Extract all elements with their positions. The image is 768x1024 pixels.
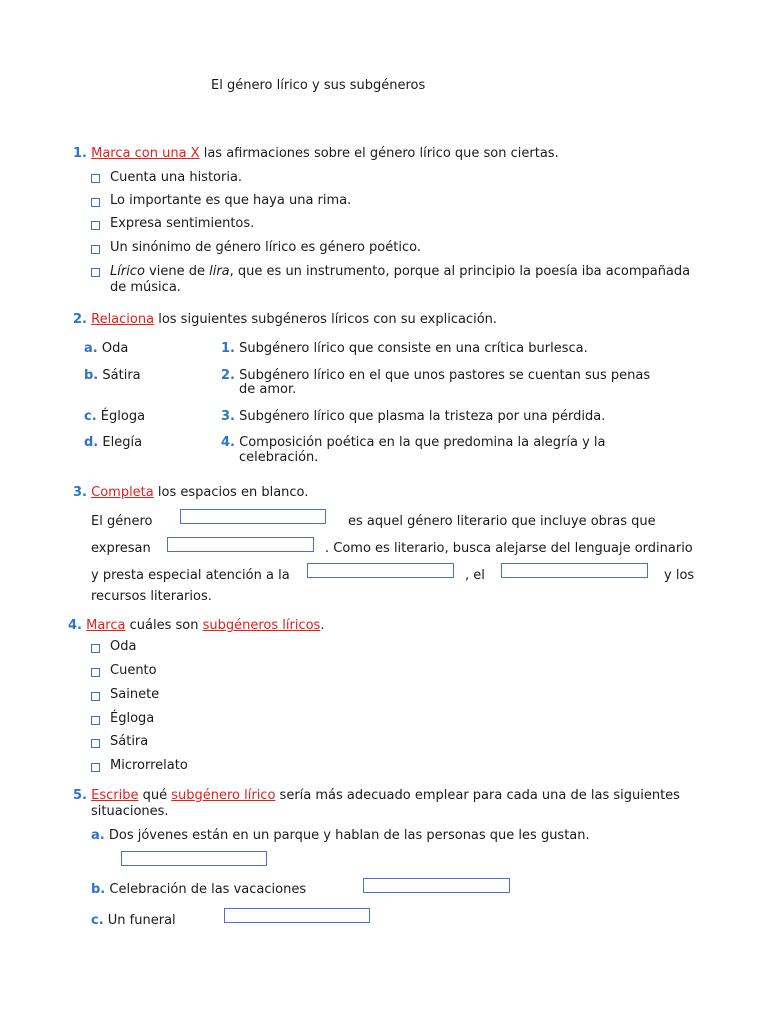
option-label: Oda: [110, 639, 137, 654]
item-number: 1.: [221, 341, 235, 356]
fill-text: es aquel género literario que incluye obras que: [348, 514, 656, 529]
question-number: 1.: [73, 146, 87, 161]
question-text: qué: [138, 788, 172, 803]
question-number: 4.: [68, 618, 82, 633]
question-3-prompt: [73, 485, 308, 501]
option-label: [110, 264, 690, 280]
checkbox-option-4[interactable]: [91, 245, 100, 254]
italic-word: lira: [209, 264, 230, 279]
fill-text: y los: [664, 568, 695, 583]
item-text: Oda: [101, 341, 129, 356]
situation-item: [91, 913, 176, 929]
question-text: .: [320, 618, 325, 633]
item-letter: a.: [91, 828, 105, 843]
item-letter: b.: [84, 368, 99, 383]
option-label: Microrrelato: [110, 758, 188, 773]
question-5-prompt: [73, 788, 680, 804]
item-text: Un funeral: [107, 913, 176, 928]
fill-text: , el: [465, 568, 485, 583]
match-left-item[interactable]: [84, 435, 142, 451]
page-title: El género lírico y sus subgéneros: [211, 78, 426, 93]
instruction-verb: Completa: [91, 485, 154, 500]
option-text: viene de: [144, 264, 210, 279]
question-text: cuáles son: [125, 618, 203, 633]
question-number: 3.: [73, 485, 87, 500]
checkbox-egloga[interactable]: [91, 716, 100, 725]
key-term: subgéneros líricos: [202, 618, 321, 633]
item-letter: c.: [91, 913, 104, 928]
match-right-item[interactable]: [221, 409, 605, 425]
item-letter: c.: [84, 409, 97, 424]
item-text: Elegía: [102, 435, 143, 450]
instruction-verb: Escribe: [91, 788, 139, 803]
checkbox-option-1[interactable]: [91, 174, 100, 183]
fill-text: recursos literarios.: [91, 589, 212, 604]
checkbox-option-5[interactable]: [91, 268, 100, 277]
fill-text: y presta especial atención a la: [91, 568, 290, 583]
item-number: 3.: [221, 409, 235, 424]
question-2-prompt: [73, 312, 497, 328]
checkbox-option-2[interactable]: [91, 198, 100, 207]
instruction-verb: Marca: [86, 618, 126, 633]
question-text: los espacios en blanco.: [153, 485, 309, 500]
match-left-item[interactable]: [84, 341, 128, 357]
option-label: Lo importante es que haya una rima.: [110, 193, 352, 208]
question-text: los siguientes subgéneros líricos con su explicación.: [154, 312, 498, 327]
question-4-prompt: [68, 618, 324, 634]
question-number: 2.: [73, 312, 87, 327]
instruction-verb: Marca con una X: [91, 146, 200, 161]
match-right-item[interactable]: [221, 435, 605, 451]
option-label: Cuenta una historia.: [110, 170, 243, 185]
blank-field-3[interactable]: [307, 563, 454, 578]
question-text: las afirmaciones sobre el género lírico que son ciertas.: [199, 146, 559, 161]
option-label: Un sinónimo de género lírico es género poético.: [110, 240, 421, 255]
key-term: subgénero lírico: [171, 788, 276, 803]
option-label: Sátira: [110, 734, 149, 749]
fill-text: expresan: [91, 541, 151, 556]
item-text-continued: celebración.: [239, 450, 319, 465]
question-number: 5.: [73, 788, 87, 803]
item-text: Dos jóvenes están en un parque y hablan de las personas que les gustan.: [108, 828, 590, 843]
item-letter: d.: [84, 435, 99, 450]
question-text: sería más adecuado emplear para cada una de las siguientes: [275, 788, 680, 803]
situation-item: [91, 828, 590, 844]
item-number: 2.: [221, 368, 235, 383]
item-text: Égloga: [100, 409, 146, 424]
match-left-item[interactable]: [84, 368, 141, 384]
question-text-continued: situaciones.: [91, 804, 169, 819]
blank-field-2[interactable]: [167, 537, 314, 552]
checkbox-sainete[interactable]: [91, 692, 100, 701]
question-1-prompt: [73, 146, 559, 162]
checkbox-option-3[interactable]: [91, 221, 100, 230]
item-text: Subgénero lírico en el que unos pastores se cuentan sus penas: [239, 368, 651, 383]
fill-text: . Como es literario, busca alejarse del lenguaje ordinario: [325, 541, 693, 556]
checkbox-cuento[interactable]: [91, 668, 100, 677]
item-text: Subgénero lírico que consiste en una crítica burlesca.: [239, 341, 588, 356]
answer-field-a[interactable]: [121, 851, 267, 866]
instruction-verb: Relaciona: [91, 312, 155, 327]
answer-field-c[interactable]: [224, 908, 370, 923]
blank-field-1[interactable]: [180, 509, 326, 524]
option-label: Égloga: [110, 711, 155, 726]
option-label: Cuento: [110, 663, 157, 678]
fill-text: El género: [91, 514, 153, 529]
situation-item: [91, 882, 306, 898]
item-text: Composición poética en la que predomina la alegría y la: [239, 435, 606, 450]
item-text: Subgénero lírico que plasma la tristeza por una pérdida.: [239, 409, 606, 424]
option-text: , que es un instrumento, porque al principio la poesía iba acompañada: [229, 264, 691, 279]
answer-field-b[interactable]: [363, 878, 510, 893]
match-left-item[interactable]: [84, 409, 145, 425]
italic-word: Lírico: [110, 264, 145, 279]
option-label: Sainete: [110, 687, 160, 702]
checkbox-satira[interactable]: [91, 739, 100, 748]
option-label-continued: de música.: [110, 280, 181, 295]
item-text: Celebración de las vacaciones: [109, 882, 307, 897]
blank-field-4[interactable]: [501, 563, 648, 578]
item-number: 4.: [221, 435, 235, 450]
checkbox-microrrelato[interactable]: [91, 763, 100, 772]
item-text-continued: de amor.: [239, 382, 297, 397]
match-right-item[interactable]: [221, 341, 588, 357]
item-text: Sátira: [102, 368, 141, 383]
item-letter: a.: [84, 341, 98, 356]
checkbox-oda[interactable]: [91, 644, 100, 653]
item-letter: b.: [91, 882, 106, 897]
option-label: Expresa sentimientos.: [110, 216, 255, 231]
